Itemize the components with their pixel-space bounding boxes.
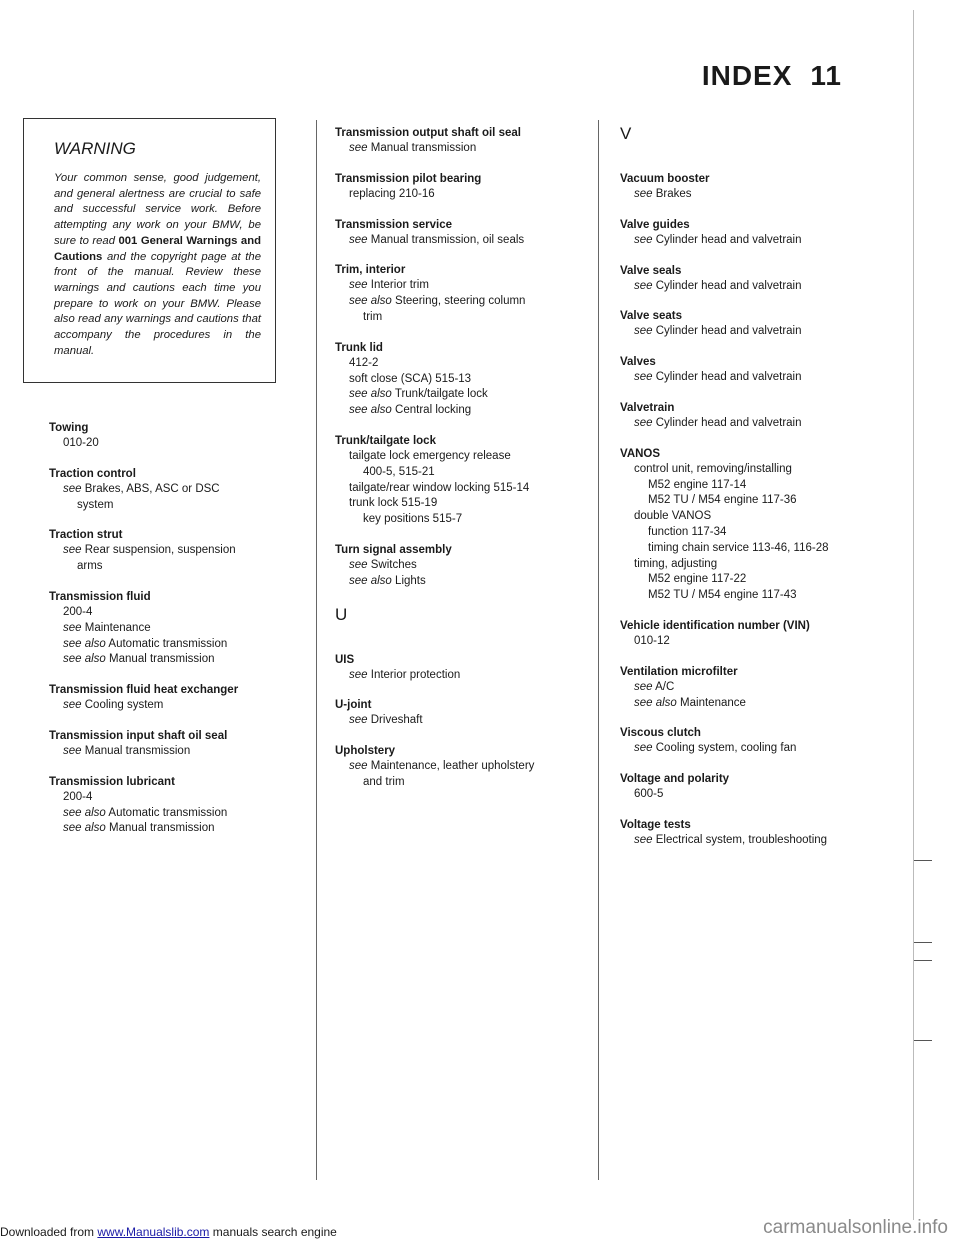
- cross-reference-prefix: see: [63, 621, 82, 634]
- index-subentry: [335, 310, 585, 326]
- cross-reference-prefix: see: [349, 233, 368, 246]
- index-entry: [335, 341, 585, 419]
- index-subentry: [49, 637, 289, 653]
- subentry-text: 010-12: [634, 634, 670, 647]
- warning-box: [23, 118, 276, 383]
- index-subentry: [620, 588, 900, 604]
- subentry-text: Cylinder head and valvetrain: [655, 233, 802, 246]
- margin-line: [913, 10, 914, 1220]
- subentry-text: A/C: [655, 680, 675, 693]
- subentry-text: Maintenance, leather upholstery: [370, 760, 535, 773]
- subentry-text: Lights: [395, 574, 426, 587]
- subentry-text: Maintenance: [84, 621, 151, 634]
- index-term: Valve seals: [620, 264, 682, 277]
- index-term: Transmission pilot bearing: [335, 172, 482, 185]
- index-subentry: [335, 187, 585, 203]
- index-subentry: [335, 759, 585, 775]
- index-subentry: [335, 496, 585, 512]
- index-subentry: [620, 680, 900, 696]
- subentry-text: Cylinder head and valvetrain: [655, 325, 802, 338]
- index-entry: [620, 726, 900, 757]
- subentry-text: 200-4: [63, 605, 93, 618]
- index-subentry: [620, 509, 900, 525]
- subentry-text: Cooling system: [84, 699, 164, 712]
- subentry-text: arms: [77, 560, 103, 573]
- index-term: Vacuum booster: [620, 173, 710, 185]
- index-entry: [620, 264, 900, 295]
- index-term: Trunk/tailgate lock: [335, 434, 436, 447]
- index-subentry: [335, 775, 585, 791]
- index-entry: [620, 172, 900, 203]
- cross-reference-prefix: see: [63, 699, 82, 712]
- index-entry: [335, 218, 585, 249]
- subentry-text: Brakes, ABS, ASC or DSC: [84, 482, 220, 495]
- cross-reference-prefix: see: [63, 744, 82, 757]
- cross-reference-prefix: see: [634, 833, 653, 846]
- index-subentry: [335, 668, 585, 684]
- cross-reference-prefix: see: [349, 760, 368, 773]
- cross-reference-prefix: see: [634, 325, 653, 338]
- subentry-text: 600-5: [634, 788, 664, 801]
- index-subentry: [49, 436, 289, 452]
- index-subentry: [335, 465, 585, 481]
- subentry-text: 400-5, 515-21: [363, 465, 435, 478]
- warning-title: WARNING: [54, 139, 136, 158]
- cross-reference-prefix: see also: [349, 295, 392, 308]
- subentry-text: Cylinder head and valvetrain: [655, 279, 802, 292]
- index-term: Valves: [620, 356, 656, 369]
- subentry-text: Manual transmission: [370, 142, 477, 154]
- subentry-text: system: [77, 498, 114, 511]
- index-subentry: [335, 233, 585, 249]
- index-term: Transmission fluid heat exchanger: [49, 684, 239, 697]
- index-subentry: [620, 741, 900, 757]
- subentry-text: Cylinder head and valvetrain: [655, 416, 802, 429]
- subentry-text: Trunk/tailgate lock: [394, 388, 488, 401]
- index-subentry: [49, 821, 289, 837]
- index-subentry: [335, 481, 585, 497]
- cross-reference-prefix: see also: [63, 637, 106, 650]
- index-entry: [49, 775, 289, 837]
- index-subentry: [620, 462, 900, 478]
- index-entry: [620, 619, 900, 650]
- index-subentry: [49, 698, 289, 714]
- index-term: Valve guides: [620, 218, 690, 231]
- subentry-text: Central locking: [395, 404, 472, 417]
- subentry-text: Rear suspension, suspension: [84, 544, 236, 557]
- index-term: Viscous clutch: [620, 727, 701, 740]
- warning-text-cont: and the copyright page at the front of the manual. Review these warnings and cautions each time you prepare to work on your BMW. Please also read any warnings and cautions that accompany the procedures in the manual.: [54, 250, 261, 357]
- cross-reference-prefix: see: [349, 558, 368, 571]
- subentry-text: timing chain service 113-46, 116-28: [648, 541, 829, 554]
- index-entry: [335, 263, 585, 325]
- index-subentry: [49, 652, 289, 668]
- cross-reference-prefix: see also: [349, 388, 392, 401]
- index-title: INDEX: [701, 60, 793, 91]
- index-term: Towing: [49, 422, 89, 434]
- subentry-text: key positions 515-7: [363, 513, 463, 526]
- subentry-text: Interior trim: [370, 279, 429, 292]
- index-subentry: [620, 416, 900, 432]
- index-term: Voltage tests: [620, 818, 691, 831]
- subentry-text: Automatic transmission: [108, 637, 228, 650]
- section-letter: U: [335, 604, 348, 624]
- subentry-text: M52 TU / M54 engine 117-43: [648, 589, 797, 602]
- index-term: Upholstery: [335, 745, 396, 758]
- index-entry: [49, 467, 289, 514]
- index-term: Turn signal assembly: [335, 543, 452, 556]
- index-entry: [335, 698, 585, 729]
- index-subentry: [335, 713, 585, 729]
- subentry-text: Cooling system, cooling fan: [655, 742, 797, 755]
- margin-tick: [914, 942, 932, 943]
- subentry-text: timing, adjusting: [634, 557, 718, 570]
- warning-body: [54, 171, 261, 359]
- index-subentry: [620, 187, 900, 203]
- index-column-1: [49, 421, 289, 852]
- index-term: Traction control: [49, 467, 136, 480]
- index-entry: [49, 683, 289, 714]
- index-subentry: [335, 403, 585, 419]
- subentry-text: M52 TU / M54 engine 117-36: [648, 494, 797, 507]
- watermark: carmanualsonline.info: [763, 1217, 948, 1238]
- index-entry: [335, 543, 585, 590]
- subentry-text: replacing 210-16: [349, 187, 435, 200]
- subentry-text: function 117-34: [648, 525, 727, 538]
- footer: [0, 1225, 337, 1239]
- index-subentry: [335, 512, 585, 528]
- index-term: VANOS: [620, 447, 661, 460]
- index-entry: [620, 355, 900, 386]
- cross-reference-prefix: see: [634, 742, 653, 755]
- subentry-text: soft close (SCA) 515-13: [349, 372, 472, 385]
- index-subentry: [620, 525, 900, 541]
- subentry-text: control unit, removing/installing: [634, 462, 792, 475]
- index-term: Voltage and polarity: [620, 773, 730, 786]
- index-subentry: [620, 787, 900, 803]
- index-subentry: [335, 278, 585, 294]
- cross-reference-prefix: see: [63, 482, 82, 495]
- subentry-text: Manual transmission: [109, 653, 215, 666]
- subentry-text: M52 engine 117-14: [648, 478, 747, 491]
- subentry-text: and trim: [363, 775, 405, 788]
- index-entry: [620, 401, 900, 432]
- index-entry: [620, 772, 900, 803]
- index-term: Transmission service: [335, 218, 452, 231]
- index-subentry: [620, 478, 900, 494]
- index-subentry: [620, 493, 900, 509]
- index-subentry: [49, 543, 289, 559]
- subentry-text: Switches: [370, 558, 417, 571]
- manualslib-link[interactable]: www.Manualslib.com: [97, 1225, 210, 1239]
- index-subentry: [49, 559, 289, 575]
- cross-reference-prefix: see also: [349, 404, 392, 417]
- index-subentry: [335, 294, 585, 310]
- index-subentry: [620, 557, 900, 573]
- index-subentry: [620, 541, 900, 557]
- index-entry: [620, 447, 900, 604]
- index-subentry: [49, 498, 289, 514]
- index-entry: [620, 309, 900, 340]
- column-divider: [316, 120, 317, 1180]
- index-subentry: [335, 372, 585, 388]
- subentry-text: M52 engine 117-22: [648, 573, 747, 586]
- subentry-text: 412-2: [349, 356, 379, 369]
- index-term: Vehicle identification number (VIN): [620, 619, 810, 632]
- cross-reference-prefix: see: [349, 279, 368, 292]
- index-entry: [49, 528, 289, 575]
- index-term: UIS: [335, 653, 355, 666]
- subentry-text: Manual transmission: [84, 744, 191, 757]
- index-subentry: [49, 790, 289, 806]
- subentry-text: tailgate/rear window locking 515-14: [349, 481, 530, 494]
- index-subentry: [620, 833, 900, 849]
- index-entry: [335, 434, 585, 528]
- index-term: Ventilation microfilter: [620, 665, 738, 678]
- index-subentry: [620, 696, 900, 712]
- index-term: Valvetrain: [620, 401, 675, 414]
- subentry-text: tailgate lock emergency release: [349, 449, 511, 462]
- index-term: Traction strut: [49, 529, 123, 542]
- index-subentry: [335, 387, 585, 403]
- subentry-text: Electrical system, troubleshooting: [655, 833, 828, 846]
- index-term: Transmission lubricant: [49, 775, 175, 788]
- index-subentry: [49, 744, 289, 760]
- column-divider: [598, 120, 599, 1180]
- warning-text: Your common sense, good judgement, and general alertness are crucial to safe and successful service work. Before attempting any work on your BMW, be sure to read: [54, 172, 261, 247]
- index-subentry: [335, 449, 585, 465]
- subentry-text: Maintenance: [680, 696, 746, 709]
- index-entry: [335, 126, 585, 157]
- cross-reference-prefix: see: [634, 233, 653, 246]
- index-term: Transmission fluid: [49, 590, 151, 603]
- cross-reference-prefix: see: [349, 714, 368, 727]
- index-subentry: [335, 574, 585, 590]
- index-column-2: [335, 126, 585, 806]
- subentry-text: Driveshaft: [370, 714, 423, 727]
- subentry-text: Cylinder head and valvetrain: [655, 371, 802, 384]
- subentry-text: trunk lock 515-19: [349, 497, 438, 510]
- page-header: [702, 60, 842, 92]
- index-subentry: [620, 233, 900, 249]
- index-subentry: [620, 279, 900, 295]
- cross-reference-prefix: see: [349, 142, 368, 154]
- index-subentry: [335, 558, 585, 574]
- subentry-text: Manual transmission: [109, 822, 215, 835]
- margin-tick: [914, 960, 932, 961]
- index-subentry: [620, 324, 900, 340]
- cross-reference-prefix: see: [634, 680, 653, 693]
- subentry-text: double VANOS: [634, 510, 712, 523]
- index-term: Trim, interior: [335, 264, 406, 277]
- index-subentry: [49, 806, 289, 822]
- section-letter: V: [620, 124, 632, 143]
- index-subentry: [49, 621, 289, 637]
- cross-reference-prefix: see also: [63, 653, 106, 666]
- index-term: Transmission output shaft oil seal: [335, 127, 521, 139]
- index-term: Transmission input shaft oil seal: [49, 729, 228, 742]
- index-entry: [49, 729, 289, 760]
- subentry-text: 010-20: [63, 437, 99, 449]
- index-term: Trunk lid: [335, 341, 383, 354]
- warning-reference: 001 General Warnings and Cautions: [54, 234, 261, 263]
- index-entry: [335, 172, 585, 203]
- index-entry: [620, 665, 900, 712]
- cross-reference-prefix: see: [634, 371, 653, 384]
- margin-tick: [914, 860, 932, 861]
- index-entry: [620, 818, 900, 849]
- cross-reference-prefix: see: [634, 188, 653, 200]
- cross-reference-prefix: see also: [63, 822, 106, 835]
- index-entry: [335, 744, 585, 791]
- subentry-text: Manual transmission, oil seals: [370, 233, 525, 246]
- footer-suffix: manuals search engine: [209, 1225, 337, 1239]
- index-subentry: [620, 634, 900, 650]
- index-entry: [335, 653, 585, 684]
- cross-reference-prefix: see: [349, 668, 368, 681]
- cross-reference-prefix: see: [63, 544, 82, 557]
- cross-reference-prefix: see also: [634, 696, 677, 709]
- index-subentry: [620, 370, 900, 386]
- index-entry: [620, 218, 900, 249]
- footer-prefix: Downloaded from: [0, 1225, 98, 1239]
- subentry-text: Steering, steering column: [395, 295, 526, 308]
- margin-tick: [914, 1040, 932, 1041]
- index-subentry: [49, 482, 289, 498]
- index-subentry: [620, 572, 900, 588]
- subentry-text: Interior protection: [370, 668, 461, 681]
- subentry-text: 200-4: [63, 790, 93, 803]
- subentry-text: Automatic transmission: [108, 806, 228, 819]
- index-term: U-joint: [335, 699, 372, 712]
- index-term: Valve seats: [620, 310, 683, 323]
- cross-reference-prefix: see: [634, 416, 653, 429]
- index-subentry: [49, 605, 289, 621]
- index-column-3: [620, 124, 900, 864]
- cross-reference-prefix: see also: [63, 806, 106, 819]
- index-entry: [49, 590, 289, 668]
- index-subentry: [335, 141, 585, 157]
- cross-reference-prefix: see: [634, 279, 653, 292]
- cross-reference-prefix: see also: [349, 574, 392, 587]
- subentry-text: Brakes: [655, 188, 692, 200]
- subentry-text: trim: [363, 310, 383, 323]
- index-entry: [49, 421, 289, 452]
- index-subentry: [335, 356, 585, 372]
- page-number: 11: [810, 60, 842, 91]
